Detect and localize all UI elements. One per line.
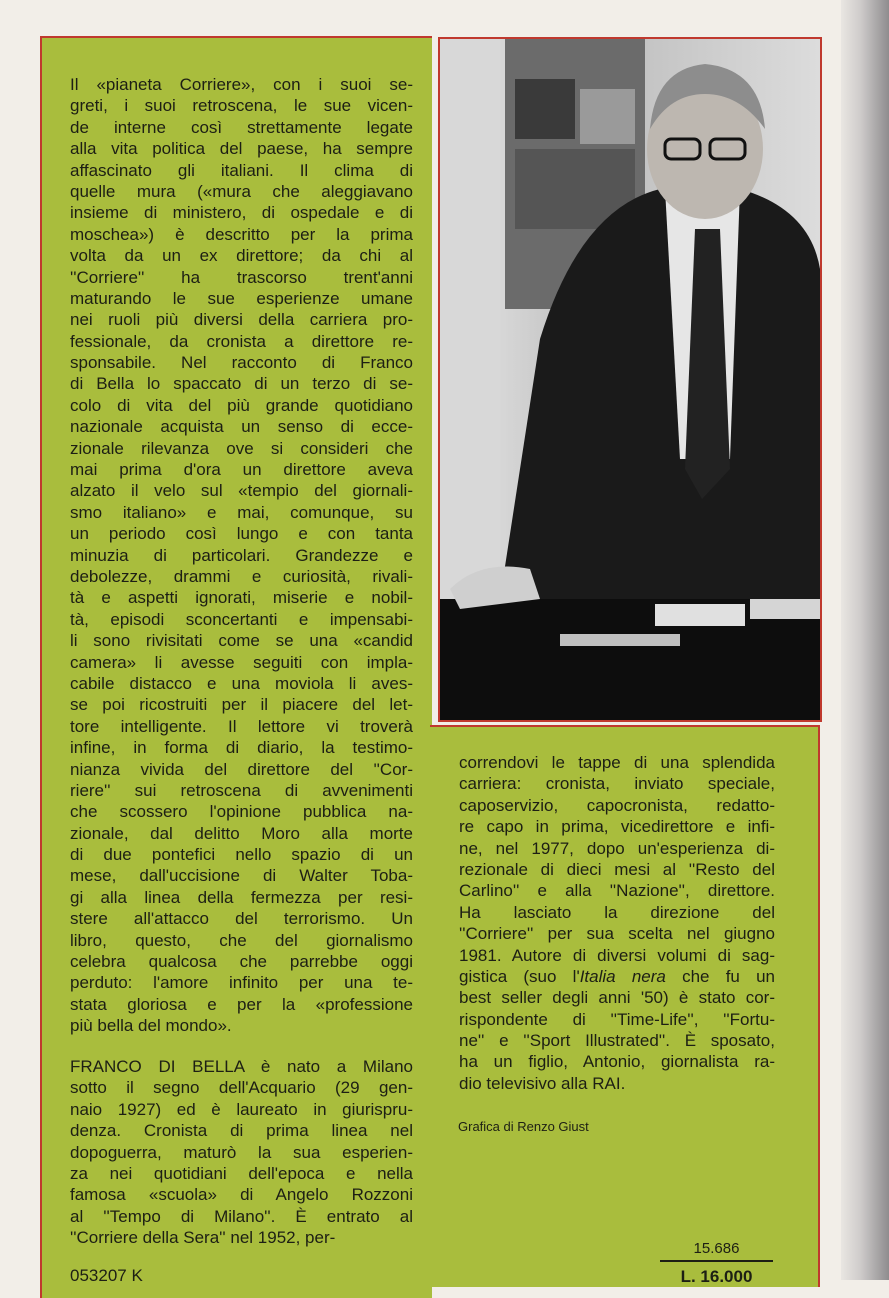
- text-line: denza. Cronista di prima linea nel: [70, 1121, 413, 1141]
- text-line: zionale rilevanza ove si consideri che: [70, 438, 413, 458]
- text-line: ha un figlio, Antonio, giornalista ra-: [459, 1052, 775, 1072]
- text-line: nei ruoli più diversi della carriera pro-: [70, 310, 413, 330]
- text-line: fessionale, da cronista a direttore re-: [70, 331, 413, 351]
- text-line: sponsabile. Nel racconto di Franco: [70, 353, 413, 373]
- text-line: al ''Tempo di Milano''. È entrato al: [70, 1206, 413, 1226]
- text-line: alzato il velo sul «tempio del giornali-: [70, 481, 413, 501]
- text-line: minuzia di particolari. Grandezze e: [70, 545, 413, 565]
- text-line: se poi ricostruiti per il piacere del let-: [70, 695, 413, 715]
- text-line: de interne così strettamente legate: [70, 117, 413, 137]
- text-line: correndovi le tappe di una splendida: [459, 753, 775, 772]
- author-bio-paragraph: [70, 1056, 413, 1249]
- text-line: ne, nel 1977, dopo un'esperienza di-: [459, 838, 775, 858]
- price-code: 15.686: [660, 1240, 773, 1262]
- text-line: naio 1927) ed è laureato in giurispru-: [70, 1099, 413, 1119]
- text-line: camera» li avesse seguiti con impla-: [70, 652, 413, 672]
- text-line: ''Corriere'' per sua scelta nel giugno: [459, 924, 775, 944]
- text-line: ne'' e ''Sport Illustrated''. È sposato,: [459, 1031, 775, 1051]
- text-line: best seller degli anni '50) è stato cor-: [459, 988, 775, 1008]
- text-line: di due pontefici nello spazio di un: [70, 845, 413, 865]
- text-line: volta da un ex direttore; da chi al: [70, 246, 413, 266]
- text-line: mese, dall'uccisione di Walter Toba-: [70, 866, 413, 886]
- graphics-credit: Grafica di Renzo Giust: [458, 1119, 589, 1134]
- text-line: famosa «scuola» di Angelo Rozzoni: [70, 1185, 413, 1205]
- text-line: colo di vita del più grande quotidiano: [70, 395, 413, 415]
- text-line: tà e aspetti ignorati, miserie e nobil-: [70, 588, 413, 608]
- text-line: infine, in forma di diario, la testimo-: [70, 738, 413, 758]
- author-bio-continued: [459, 752, 775, 1094]
- text-line: mai prima d'ora un direttore aveva: [70, 460, 413, 480]
- text-line: alla vita politica del paese, ha sempre: [70, 139, 413, 159]
- text-segment: gistica (suo l': [459, 966, 580, 986]
- text-line: ''Corriere della Sera'' nel 1952, per-: [70, 1228, 336, 1248]
- text-line: più bella del mondo».: [70, 1016, 232, 1036]
- text-line: affascinato gli italiani. Il clima di: [70, 160, 413, 180]
- text-line: li sono rivisitati come se una «candid: [70, 631, 413, 651]
- text-line: Ha lasciato la direzione del: [459, 902, 775, 922]
- text-line: ''Corriere'' ha trascorso trent'anni: [70, 267, 413, 287]
- book-title-italic: Italia nera: [579, 966, 666, 986]
- text-line: caposervizio, capocronista, redatto-: [459, 795, 775, 815]
- text-line: dio televisivo alla RAI.: [459, 1073, 626, 1093]
- text-line: cabile distacco e una moviola li aves-: [70, 673, 413, 693]
- text-line: Carlino'' e alla ''Nazione'', direttore.: [459, 881, 775, 901]
- text-line: smo italiano» e mai, comunque, su: [70, 502, 413, 522]
- text-line: insieme di ministero, di ospedale e di: [70, 203, 413, 223]
- text-line: nazionale acquista un senso di ecce-: [70, 417, 413, 437]
- text-line: gi alla linea della fermezza per resi-: [70, 887, 413, 907]
- text-line: celebra qualcosa che parrebbe oggi: [70, 952, 413, 972]
- text-line: quelle mura («mura che aleggiavano: [70, 181, 413, 201]
- text-line: FRANCO DI BELLA è nato a Milano: [70, 1057, 413, 1076]
- text-line: [459, 966, 775, 987]
- text-line: dopoguerra, maturò la sua esperien-: [70, 1142, 413, 1162]
- author-photo: [438, 37, 822, 722]
- text-line: perduto: l'amore infinito per una te-: [70, 973, 413, 993]
- text-line: libro, questo, che del giornalismo: [70, 930, 413, 950]
- text-line: di Bella lo spaccato di un terzo di se-: [70, 374, 413, 394]
- text-line: Il «pianeta Corriere», con i suoi se-: [70, 75, 413, 94]
- text-line: debolezze, drammi e curiosità, rivali-: [70, 566, 413, 586]
- text-line: tore intelligente. Il lettore vi troverà: [70, 716, 413, 736]
- text-line: re capo in prima, vicedirettore e infi-: [459, 817, 775, 837]
- book-spine-edge: [841, 0, 889, 1280]
- text-line: zionale, dal delitto Moro alla morte: [70, 823, 413, 843]
- text-line: riere'' sui retroscena di avvenimenti: [70, 780, 413, 800]
- text-line: greti, i suoi retroscena, le sue vicen-: [70, 96, 413, 116]
- text-line: rezionale di dieci mesi al ''Resto del: [459, 859, 775, 879]
- text-line: za nei quotidiani dell'epoca e nella: [70, 1163, 413, 1183]
- text-line: carriera: cronista, inviato speciale,: [459, 774, 775, 794]
- text-line: moschea») è descritto per la prima: [70, 224, 413, 244]
- text-line: sotto il segno dell'Acquario (29 gen-: [70, 1078, 413, 1098]
- text-line: stere all'attacco del terrorismo. Un: [70, 909, 413, 929]
- catalog-code: 053207 K: [70, 1266, 143, 1285]
- text-line: stata gloriosa e per la «professione: [70, 994, 413, 1014]
- author-photo-image: [440, 39, 820, 720]
- text-line: maturando le sue esperienze umane: [70, 288, 413, 308]
- price: L. 16.000: [680, 1267, 753, 1286]
- text-line: un periodo così lungo e con tanta: [70, 524, 413, 544]
- text-line: che scossero l'opinione pubblica na-: [70, 802, 413, 822]
- description-paragraph: [70, 74, 413, 1037]
- text-line: 1981. Autore di diversi volumi di sag-: [459, 945, 775, 965]
- text-segment: che fu un: [665, 966, 775, 986]
- text-line: nianza vivida del direttore del ''Cor-: [70, 759, 413, 779]
- text-line: tà, episodi sconcertanti e impensabi-: [70, 609, 413, 629]
- text-line: rispondente di ''Time-Life'', ''Fortu-: [459, 1009, 775, 1029]
